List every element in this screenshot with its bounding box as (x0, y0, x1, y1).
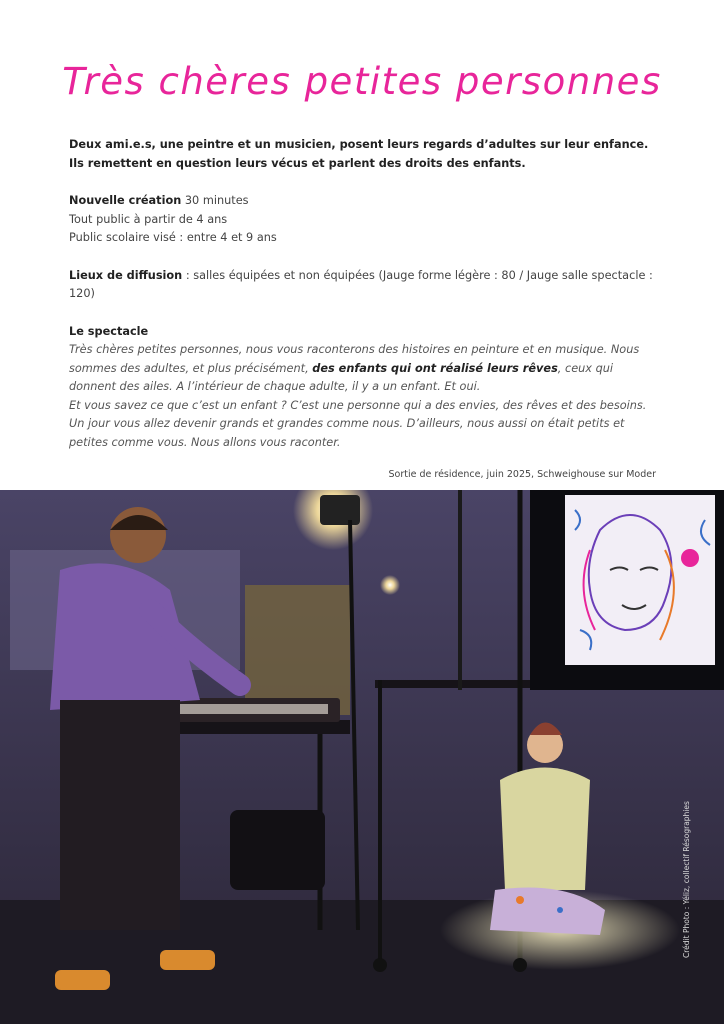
photo-caption: Sortie de résidence, juin 2025, Schweighouse sur Moder (388, 469, 656, 480)
performance-photo (0, 490, 724, 1024)
school-audience-line: Public scolaire visé : entre 4 et 9 ans (69, 231, 277, 244)
lieux-block (69, 267, 659, 304)
lieux-text: : salles équipées et non équipées (Jauge forme légère : 80 / Jauge salle spectacle : 120) (69, 268, 653, 300)
spectacle-block (69, 323, 659, 453)
intro-paragraph: Deux ami.e.s, une peintre et un musicien, posent leurs regards d’adultes sur leur enfance. Ils remettent en question leurs vécus et parlent des droits des enfants. (69, 138, 649, 170)
spectacle-p1-bold: des enfants qui ont réalisé leurs rêves (312, 361, 558, 375)
spectacle-paragraph-1 (69, 341, 659, 397)
spectacle-p1-start: Très chères petites personnes, nous vous raconterons des histoires en peinture et en musique. Nous sommes des adultes, et plus précisément, (69, 343, 640, 375)
audience-line: Tout public à partir de 4 ans (69, 212, 228, 226)
spectacle-paragraph-2: Et vous savez ce que c’est un enfant ? C’est une personne qui a des envies, des rêves et des besoins. Un jour vous allez devenir grands et grandes comme nous. D’ailleurs, nous aussi on était petits et petites comme vous. Nous allons vous raconter. (69, 398, 647, 449)
spectacle-heading: Le spectacle (69, 324, 149, 338)
spectacle-p1-end: , ceux qui donnent des ailes. A l’intérieur de chaque adulte, il y a un enfant. Et oui. (69, 361, 614, 393)
creation-label: Nouvelle création (69, 194, 182, 207)
creation-duration: 30 minutes (181, 194, 249, 207)
page-title: Très chères petites personnes (62, 60, 662, 103)
creation-block (69, 192, 659, 248)
photo-credit: Crédit Photo : Yéliz, collectif Résographies (682, 801, 691, 958)
text-content (69, 136, 659, 471)
lieux-label: Lieux de diffusion (69, 268, 183, 282)
